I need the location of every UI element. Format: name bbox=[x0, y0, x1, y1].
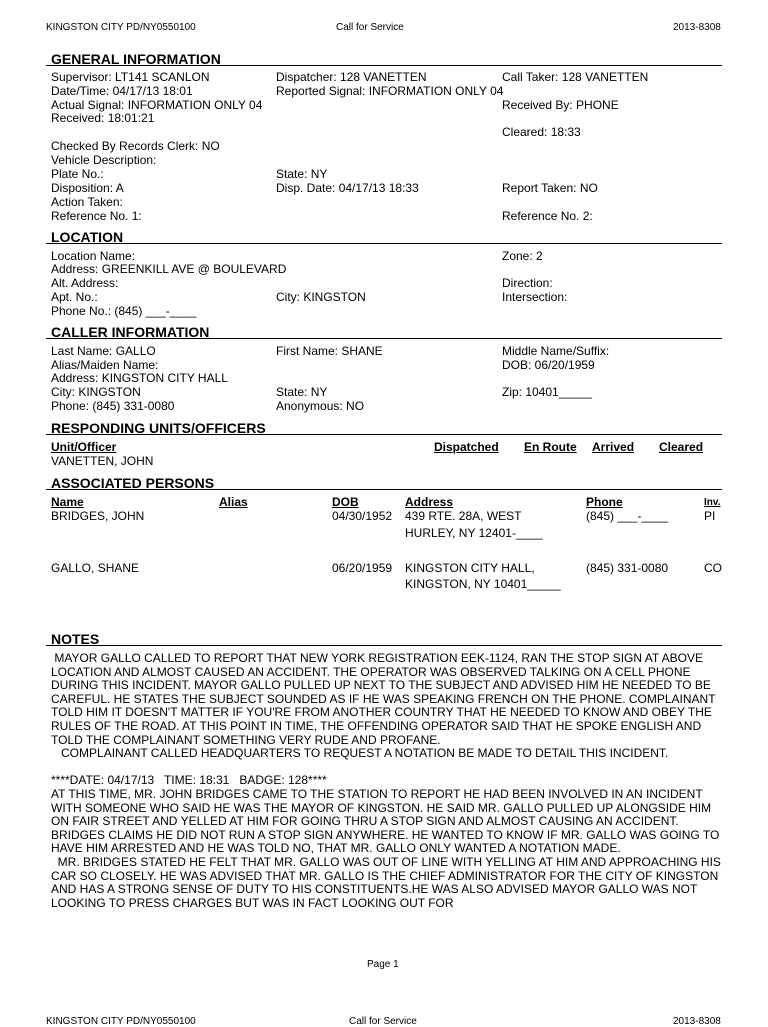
field-call-taker: Call Taker: 128 VANETTEN bbox=[502, 70, 649, 84]
person-2-address-line2: KINGSTON, NY 10401_____ bbox=[405, 577, 561, 591]
column-header-en-route: En Route bbox=[524, 440, 577, 454]
column-header-address: Address bbox=[405, 495, 454, 509]
field-state: State: NY bbox=[276, 167, 328, 181]
column-header-alias: Alias bbox=[219, 495, 248, 509]
field-caller-city: City: KINGSTON bbox=[51, 385, 141, 399]
field-disp-date: Disp. Date: 04/17/13 18:33 bbox=[276, 181, 419, 195]
field-alias-maiden: Alias/Maiden Name: bbox=[51, 358, 159, 372]
person-2-address-line1: KINGSTON CITY HALL, bbox=[405, 561, 535, 575]
section-rule-general bbox=[46, 65, 722, 66]
notes-paragraph-blank bbox=[51, 761, 731, 775]
field-anonymous: Anonymous: NO bbox=[276, 399, 365, 413]
field-cleared: Cleared: 18:33 bbox=[502, 125, 581, 139]
field-reference-2: Reference No. 2: bbox=[502, 209, 593, 223]
field-plate: Plate No.: bbox=[51, 167, 104, 181]
section-title-notes: NOTES bbox=[51, 631, 100, 647]
person-2-dob: 06/20/1959 bbox=[332, 561, 393, 575]
field-location-name: Location Name: bbox=[51, 249, 136, 263]
field-report-taken: Report Taken: NO bbox=[502, 181, 598, 195]
column-header-dispatched: Dispatched bbox=[434, 440, 499, 454]
header-form-title: Call for Service bbox=[336, 22, 404, 33]
person-1-involvement: PI bbox=[704, 509, 716, 523]
field-last-name: Last Name: GALLO bbox=[51, 344, 156, 358]
section-title-general: GENERAL INFORMATION bbox=[51, 51, 221, 67]
field-phone-location: Phone No.: (845) ___-____ bbox=[51, 304, 197, 318]
field-reported-signal: Reported Signal: INFORMATION ONLY 04 bbox=[276, 84, 504, 98]
next-header-case-number: 2013-8308 bbox=[673, 1016, 721, 1027]
field-alt-address: Alt. Address: bbox=[51, 276, 119, 290]
notes-paragraph-3: AT THIS TIME, MR. JOHN BRIDGES CAME TO THE STATION TO REPORT HE HAD BEEN INVOLVED IN AN INCIDENT WITH SOMEONE WHO SAID HE WAS THE MAYOR OF KINGSTON. HE SAID MR. GALLO PULLED UP ALONGSIDE HIM ON FAIR STREET AND YELLED AT HIM FOR GOING THRU A STOP SIGN AND ALMOST CAUSING AN ACCIDENT. BRIDGES CLAIMS HE DID NOT RUN A STOP SIGN ANYWHERE. HE WANTED TO KNOW IF MR. GALLO WAS GOING TO HAVE HIM ARRESTED AND HE WAS TOLD NO, THAT MR. GALLO ONLY WANTED A NOTATION MADE. bbox=[51, 786, 723, 856]
section-rule-location bbox=[46, 243, 722, 244]
field-address: Address: GREENKILL AVE @ BOULEVARD bbox=[51, 262, 287, 276]
person-2-name: GALLO, SHANE bbox=[51, 561, 140, 575]
section-title-caller: CALLER INFORMATION bbox=[51, 324, 210, 340]
field-caller-phone: Phone: (845) 331-0080 bbox=[51, 399, 175, 413]
header-case-number: 2013-8308 bbox=[673, 22, 721, 33]
field-first-name: First Name: SHANE bbox=[276, 344, 383, 358]
field-received: Received: 18:01:21 bbox=[51, 111, 155, 125]
next-header-form-title: Call for Service bbox=[349, 1016, 417, 1027]
section-rule-responding bbox=[46, 434, 722, 435]
person-1-dob: 04/30/1952 bbox=[332, 509, 393, 523]
page-number: Page 1 bbox=[367, 959, 399, 970]
person-2-involvement: CO bbox=[704, 561, 722, 575]
field-direction: Direction: bbox=[502, 276, 553, 290]
notes-body bbox=[51, 652, 731, 910]
field-caller-state: State: NY bbox=[276, 385, 328, 399]
field-apt: Apt. No.: bbox=[51, 290, 98, 304]
field-zone: Zone: 2 bbox=[502, 249, 543, 263]
section-title-responding: RESPONDING UNITS/OFFICERS bbox=[51, 420, 266, 436]
notes-paragraph-4: MR. BRIDGES STATED HE FELT THAT MR. GALLO WAS OUT OF LINE WITH YELLING AT HIM AND APPROACHING HIS CAR SO CLOSELY. HE WAS ADVISED THAT MR. GALLO IS THE CHIEF ADMINISTRATOR FOR THE CITY OF KINGSTON AND HAS A STRONG SENSE OF DUTY TO HIS CONSTITUENTS.HE WAS ALSO ADVISED MAYOR GALLO WAS NOT LOOKING TO PRESS CHARGES BUT WAS IN FACT LOOKING OUT FOR bbox=[51, 854, 725, 910]
field-vehicle: Vehicle Description: bbox=[51, 153, 157, 167]
header-agency: KINGSTON CITY PD/NY0550100 bbox=[46, 22, 196, 33]
field-city: City: KINGSTON bbox=[276, 290, 366, 304]
field-date-time: Date/Time: 04/17/13 18:01 bbox=[51, 84, 193, 98]
responding-officer: VANETTEN, JOHN bbox=[51, 454, 154, 468]
person-1-address-line2: HURLEY, NY 12401-____ bbox=[405, 526, 543, 540]
column-header-dob: DOB bbox=[332, 495, 359, 509]
field-received-by: Received By: PHONE bbox=[502, 98, 619, 112]
person-1-address-line1: 439 RTE. 28A, WEST bbox=[405, 509, 522, 523]
column-header-cleared: Cleared bbox=[659, 440, 704, 454]
field-action-taken: Action Taken: bbox=[51, 195, 123, 209]
person-1-name: BRIDGES, JOHN bbox=[51, 509, 145, 523]
field-middle-name: Middle Name/Suffix: bbox=[502, 344, 610, 358]
next-header-agency: KINGSTON CITY PD/NY0550100 bbox=[46, 1016, 196, 1027]
section-title-associated: ASSOCIATED PERSONS bbox=[51, 475, 215, 491]
column-header-name: Name bbox=[51, 495, 84, 509]
notes-paragraph-timestamp: ****DATE: 04/17/13 TIME: 18:31 BADGE: 128**** bbox=[51, 773, 327, 788]
field-reference-1: Reference No. 1: bbox=[51, 209, 142, 223]
field-checked-by: Checked By Records Clerk: NO bbox=[51, 139, 220, 153]
field-supervisor: Supervisor: LT141 SCANLON bbox=[51, 70, 210, 84]
notes-paragraph-1: MAYOR GALLO CALLED TO REPORT THAT NEW YORK REGISTRATION EEK-1124, RAN THE STOP SIGN AT ABOVE LOCATION AND ALMOST CAUSED AN ACCIDENT. THE OPERATOR WAS OBSERVED TALKING ON A CELL PHONE DURING THIS INCIDENT. MAYOR GALLO PULLED UP NEXT TO THE SUBJECT AND ADVISED HIM HE NEEDED TO BE CAREFUL. HE STATES THE SUBJECT SOUNDED AS IF HE WAS SPEAKING FRENCH ON THE PHONE. COMPLAINANT TOLD HIM IT DOESN'T MATTER IF YOU'RE FROM ANOTHER COUNTRY THAT HE NEEDED TO KNOW AND OBEY THE RULES OF THE ROAD. AT THIS POINT IN TIME, THE OFFENDING OPERATOR SAID THAT HE SPOKE ENGLISH AND TOLD THE COMPLAINANT SOMETHING VERY RUDE AND PROFANE. bbox=[51, 651, 719, 747]
field-caller-zip: Zip: 10401_____ bbox=[502, 385, 593, 399]
field-dispatcher: Dispatcher: 128 VANETTEN bbox=[276, 70, 427, 84]
person-2-phone: (845) 331-0080 bbox=[586, 561, 669, 575]
section-rule-associated bbox=[46, 489, 722, 490]
column-header-arrived: Arrived bbox=[592, 440, 635, 454]
column-header-phone: Phone bbox=[586, 495, 623, 509]
section-rule-caller bbox=[46, 338, 722, 339]
person-1-phone: (845) ___-____ bbox=[586, 509, 669, 523]
field-intersection: Intersection: bbox=[502, 290, 568, 304]
field-disposition: Disposition: A bbox=[51, 181, 124, 195]
field-actual-signal: Actual Signal: INFORMATION ONLY 04 bbox=[51, 98, 263, 112]
section-title-location: LOCATION bbox=[51, 229, 124, 245]
field-caller-address: Address: KINGSTON CITY HALL bbox=[51, 371, 228, 385]
column-header-unit-officer: Unit/Officer bbox=[51, 440, 117, 454]
section-rule-notes bbox=[46, 645, 722, 646]
field-dob: DOB: 06/20/1959 bbox=[502, 358, 595, 372]
notes-paragraph-2: COMPLAINANT CALLED HEADQUARTERS TO REQUEST A NOTATION BE MADE TO DETAIL THIS INCIDENT. bbox=[51, 746, 669, 761]
column-header-inv: Inv. bbox=[704, 497, 721, 508]
